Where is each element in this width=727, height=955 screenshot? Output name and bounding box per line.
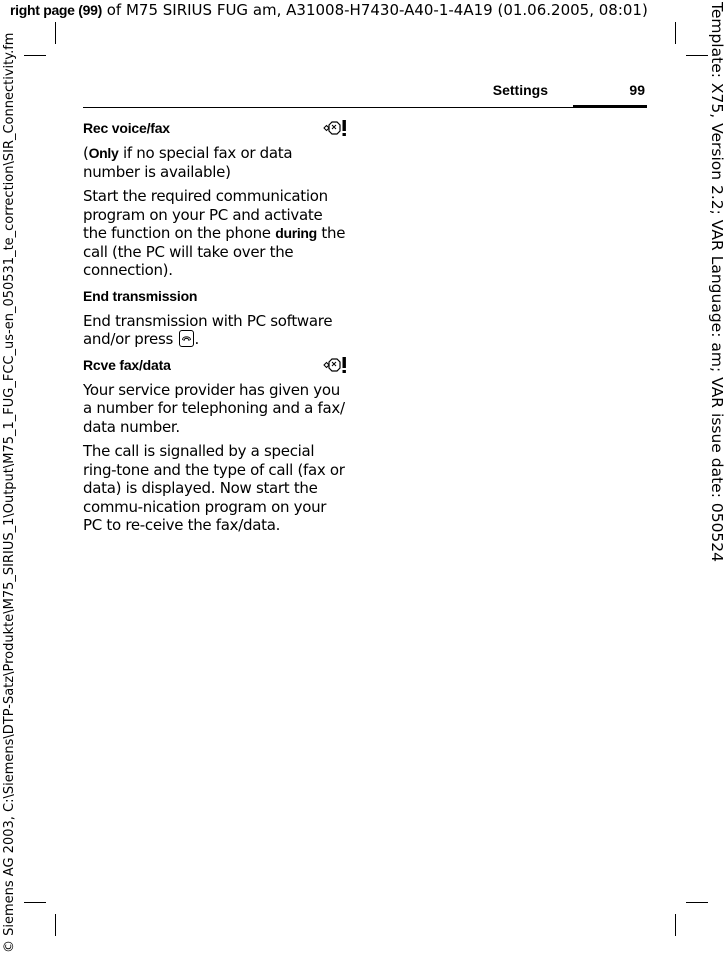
header-tab-bar [573, 105, 647, 108]
crop-mark [675, 22, 676, 44]
section-title: Settings [492, 82, 548, 98]
crop-mark [686, 55, 708, 56]
network-service-icon [323, 355, 349, 375]
page-number: 99 [629, 82, 645, 98]
crop-mark [55, 914, 56, 936]
network-service-icon [323, 118, 349, 138]
header-doc-info: of M75 SIRIUS FUG am, A31008-H7430-A40-1-4A19 (01.06.2005, 08:01) [101, 1, 648, 19]
crop-mark [24, 902, 46, 903]
crop-mark [55, 22, 56, 44]
rcve-provider-note: Your service provider has given you a number for telephoning and a fax/ data number. [83, 380, 345, 436]
rcve-instructions: The call is signalled by a special ring-tone and the type of call (fax or data) is displayed. Now start the commu-nication program on your PC to re-ceive the fax/data. [83, 442, 345, 534]
end-instructions: End transmission with PC software and/or press . [83, 311, 333, 348]
template-info: Template: X75, Version 2.2; VAR Language: am; VAR issue date: 050524 [708, 2, 726, 563]
heading-rcve-fax-data: Rcve fax/data [83, 355, 349, 375]
crop-mark [675, 914, 676, 936]
crop-mark [24, 55, 46, 56]
crop-mark [686, 902, 708, 903]
document-header [10, 0, 720, 20]
header-page-label: right page (99) [10, 2, 102, 18]
end-key-icon [179, 330, 194, 347]
rec-instructions: Start the required communication program on your PC and activate the function on the phone during the call (the PC will take over the connection). [83, 187, 346, 279]
heading-rec-voice-fax: Rec voice/fax [83, 118, 349, 138]
page-content [83, 118, 349, 541]
copyright-path: © Siemens AG 2003, C:\Siemens\DTP-Satz\Produkte\M75_SIRIUS_1\Output\M75_1_FUG_FCC_us-en_050531_te_correction\SIR_Connectivity.fm [2, 32, 17, 953]
page-header [83, 80, 647, 108]
rec-condition-note: (Only if no special fax or data number is available) [83, 144, 293, 181]
header-rule [83, 107, 647, 108]
heading-end-transmission: End transmission [83, 287, 198, 304]
